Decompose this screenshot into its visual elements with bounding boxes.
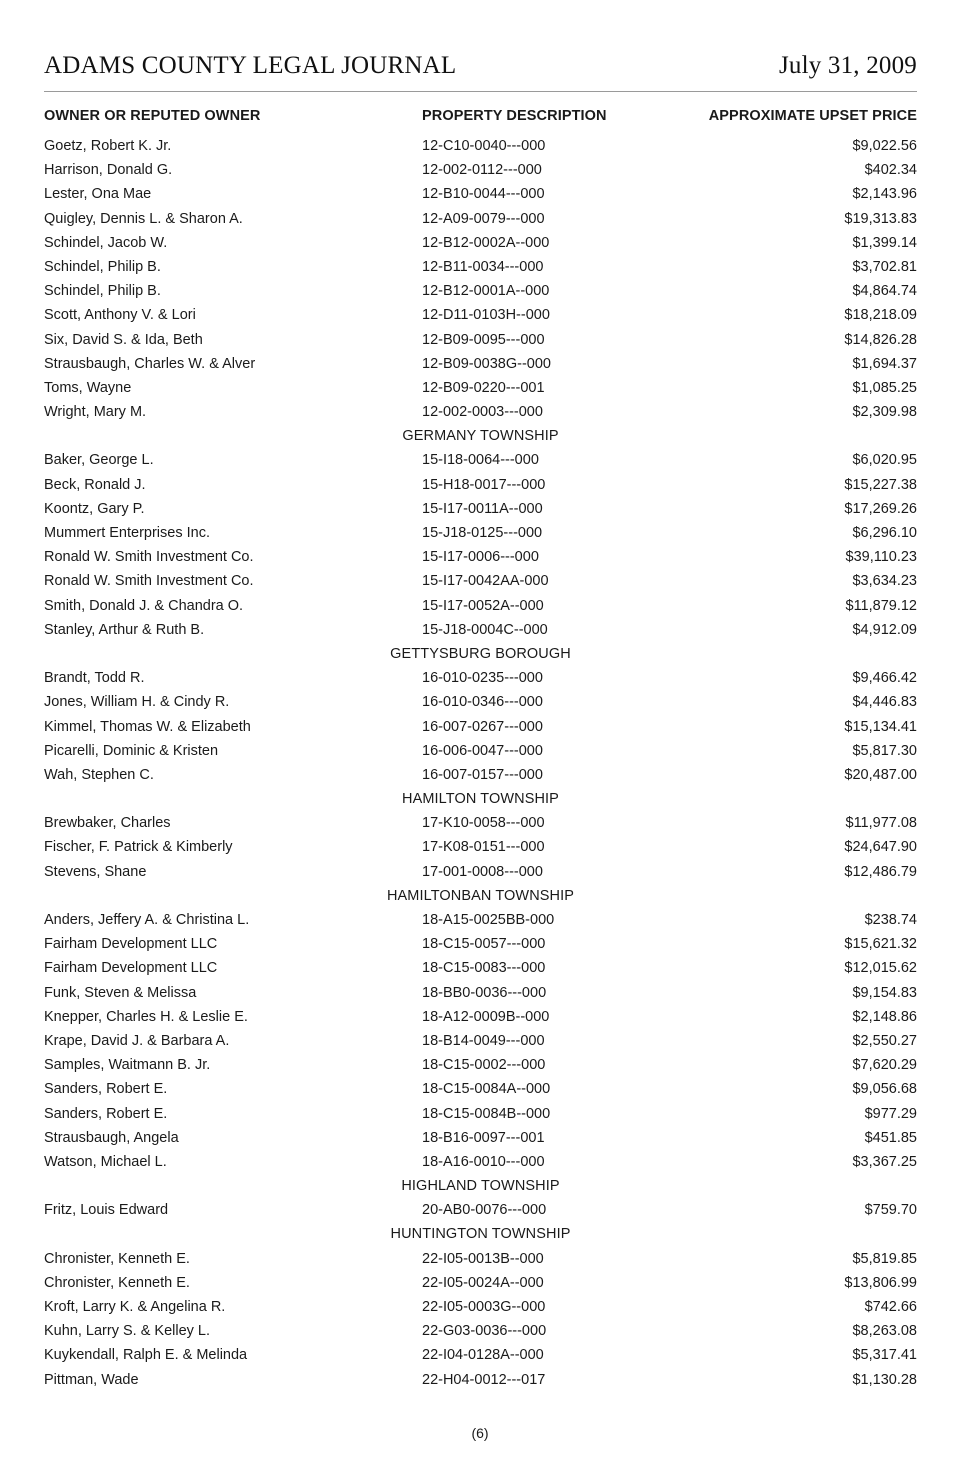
price-cell: $402.34: [864, 162, 917, 179]
property-cell: 15-I18-0064---000: [422, 452, 539, 469]
price-cell: $1,085.25: [852, 379, 917, 396]
owner-cell: Samples, Waitmann B. Jr.: [44, 1057, 211, 1074]
property-cell: 15-J18-0004C--000: [422, 621, 548, 638]
owner-cell: Toms, Wayne: [44, 379, 132, 396]
owner-cell: Smith, Donald J. & Chandra O.: [44, 597, 244, 614]
property-cell: 18-A16-0010---000: [422, 1153, 545, 1170]
price-cell: $15,227.38: [844, 476, 917, 493]
owner-cell: Jones, William H. & Cindy R.: [44, 694, 230, 711]
table-row: [44, 1343, 917, 1367]
owner-cell: Quigley, Dennis L. & Sharon A.: [44, 210, 243, 227]
property-cell: 18-C15-0084A--000: [422, 1081, 551, 1098]
header-divider: [44, 91, 917, 92]
table-row: [44, 448, 917, 472]
owner-cell: Scott, Anthony V. & Lori: [44, 307, 196, 324]
owner-cell: Ronald W. Smith Investment Co.: [44, 549, 254, 566]
column-headers: [44, 108, 917, 126]
price-cell: $39,110.23: [845, 549, 917, 566]
table-row: [44, 1247, 917, 1271]
property-cell: 17-K10-0058---000: [422, 815, 545, 832]
owner-cell: Baker, George L.: [44, 452, 154, 469]
table-row: [44, 956, 917, 980]
price-cell: $1,694.37: [852, 355, 917, 372]
property-cell: 16-007-0157---000: [422, 766, 543, 783]
table-row: [44, 158, 917, 182]
owner-cell: Koontz, Gary P.: [44, 500, 145, 517]
owner-cell: Harrison, Donald G.: [44, 162, 173, 179]
page-number: (6): [471, 1425, 489, 1441]
property-cell: 16-006-0047---000: [422, 742, 543, 759]
table-row: [44, 739, 917, 763]
property-cell: 15-H18-0017---000: [422, 476, 546, 493]
table-row: [44, 352, 917, 376]
table-row: [44, 666, 917, 690]
property-cell: 18-C15-0083---000: [422, 960, 546, 977]
price-cell: $977.29: [864, 1105, 917, 1122]
price-cell: $238.74: [864, 912, 917, 928]
table-row: [44, 376, 917, 400]
table-row: [44, 1029, 917, 1053]
owner-cell: Chronister, Kenneth E.: [44, 1274, 190, 1291]
table-row: [44, 1295, 917, 1319]
owner-cell: Mummert Enterprises Inc.: [44, 525, 210, 541]
section-heading: [44, 642, 917, 666]
price-cell: $19,313.83: [844, 210, 917, 227]
property-cell: 15-I17-0052A--000: [422, 597, 544, 614]
owner-cell: Strausbaugh, Angela: [44, 1129, 179, 1146]
price-cell: $3,367.25: [852, 1153, 917, 1170]
price-cell: $451.85: [864, 1129, 917, 1146]
owner-cell: Anders, Jeffery A. & Christina L.: [44, 912, 250, 928]
owner-cell: Goetz, Robert K. Jr.: [44, 138, 172, 154]
price-cell: $6,020.95: [852, 452, 917, 469]
table-row: [44, 860, 917, 884]
property-cell: 22-I05-0013B--000: [422, 1250, 544, 1267]
property-cell: 20-AB0-0076---000: [422, 1202, 547, 1219]
section-title: GERMANY TOWNSHIP: [402, 428, 559, 445]
column-header-property: PROPERTY DESCRIPTION: [422, 108, 607, 124]
table-row: [44, 279, 917, 303]
table-row: [44, 303, 917, 327]
property-cell: 12-002-0112---000: [422, 162, 542, 179]
property-cell: 15-I17-0006---000: [422, 549, 539, 566]
property-cell: 12-B11-0034---000: [422, 258, 544, 275]
property-cell: 12-B12-0001A--000: [422, 283, 550, 300]
table-row: [44, 1077, 917, 1101]
owner-cell: Six, David S. & Ida, Beth: [44, 331, 203, 348]
owner-cell: Knepper, Charles H. & Leslie E.: [44, 1008, 248, 1025]
section-heading: [44, 787, 917, 811]
section-title: HAMILTON TOWNSHIP: [402, 791, 559, 808]
owner-cell: Kroft, Larry K. & Angelina R.: [44, 1299, 226, 1315]
price-cell: $20,487.00: [844, 766, 917, 783]
owner-cell: Picarelli, Dominic & Kristen: [44, 742, 219, 759]
owner-cell: Fairham Development LLC: [44, 936, 218, 953]
price-cell: $2,143.96: [852, 186, 917, 203]
price-cell: $4,912.09: [852, 621, 917, 638]
property-cell: 18-C15-0002---000: [422, 1057, 546, 1074]
owner-cell: Wright, Mary M.: [44, 404, 147, 421]
price-cell: $11,977.08: [845, 815, 917, 832]
table-row: [44, 763, 917, 787]
price-cell: $5,317.41: [852, 1347, 917, 1364]
price-cell: $11,879.12: [845, 597, 917, 614]
property-cell: 15-I17-0011A--000: [422, 500, 543, 517]
property-cell: 12-B09-0220---001: [422, 379, 545, 396]
price-cell: $12,486.79: [844, 863, 917, 880]
property-cell: 18-BB0-0036---000: [422, 984, 547, 1001]
price-cell: $15,134.41: [844, 718, 917, 735]
price-cell: $24,647.90: [844, 839, 917, 856]
owner-cell: Ronald W. Smith Investment Co.: [44, 573, 254, 590]
property-cell: 22-I05-0024A--000: [422, 1274, 544, 1291]
table-row: [44, 1150, 917, 1174]
owner-cell: Fairham Development LLC: [44, 960, 218, 977]
property-cell: 12-B12-0002A--000: [422, 234, 550, 251]
property-cell: 12-A09-0079---000: [422, 210, 545, 227]
journal-title: ADAMS COUNTY LEGAL JOURNAL: [44, 52, 457, 79]
table-row: [44, 1271, 917, 1295]
table-row: [44, 134, 917, 158]
price-cell: $5,817.30: [852, 742, 917, 759]
property-cell: 17-001-0008---000: [422, 863, 543, 880]
property-cell: 15-I17-0042AA-000: [422, 573, 549, 590]
owner-cell: Kimmel, Thomas W. & Elizabeth: [44, 718, 251, 735]
table-row: [44, 1005, 917, 1029]
property-cell: 16-010-0346---000: [422, 694, 543, 711]
owner-cell: Stevens, Shane: [44, 863, 147, 880]
table-row: [44, 1126, 917, 1150]
section-title: GETTYSBURG BOROUGH: [390, 645, 571, 662]
owner-cell: Funk, Steven & Melissa: [44, 984, 197, 1001]
table-row: [44, 473, 917, 497]
property-cell: 12-D11-0103H--000: [422, 307, 550, 324]
owner-cell: Stanley, Arthur & Ruth B.: [44, 621, 205, 638]
price-cell: $18,218.09: [844, 307, 917, 324]
table-row: [44, 1319, 917, 1343]
table-row: [44, 255, 917, 279]
table-row: [44, 207, 917, 231]
price-cell: $1,130.28: [852, 1371, 917, 1388]
section-heading: [44, 1174, 917, 1198]
property-cell: 12-B09-0095---000: [422, 331, 545, 348]
owner-cell: Fischer, F. Patrick & Kimberly: [44, 839, 233, 856]
property-cell: 18-B14-0049---000: [422, 1032, 545, 1049]
table-row: [44, 1053, 917, 1077]
property-cell: 22-I05-0003G--000: [422, 1299, 546, 1315]
table-row: [44, 328, 917, 352]
property-cell: 18-C15-0084B--000: [422, 1105, 551, 1122]
owner-cell: Fritz, Louis Edward: [44, 1202, 169, 1219]
column-header-price: APPROXIMATE UPSET PRICE: [708, 108, 917, 124]
owner-cell: Brewbaker, Charles: [44, 815, 171, 832]
table-row: [44, 569, 917, 593]
table-row: [44, 981, 917, 1005]
owner-cell: Kuykendall, Ralph E. & Melinda: [44, 1347, 248, 1364]
table-row: [44, 618, 917, 642]
section-heading: [44, 884, 917, 908]
owner-cell: Sanders, Robert E.: [44, 1081, 168, 1098]
property-cell: 17-K08-0151---000: [422, 839, 545, 856]
price-cell: $6,296.10: [852, 525, 917, 541]
price-cell: $15,621.32: [844, 936, 917, 953]
table-row: [44, 1368, 917, 1392]
property-cell: 12-B10-0044---000: [422, 186, 545, 203]
table-row: [44, 715, 917, 739]
price-cell: $5,819.85: [852, 1250, 917, 1267]
property-cell: 18-A15-0025BB-000: [422, 912, 555, 928]
price-cell: $2,550.27: [852, 1032, 917, 1049]
masthead: [44, 52, 917, 84]
owner-cell: Beck, Ronald J.: [44, 476, 146, 493]
price-cell: $9,466.42: [852, 670, 917, 687]
table-row: [44, 545, 917, 569]
property-cell: 22-G03-0036---000: [422, 1323, 547, 1340]
price-cell: $8,263.08: [852, 1323, 917, 1340]
owner-cell: Wah, Stephen C.: [44, 766, 154, 783]
owner-cell: Kuhn, Larry S. & Kelley L.: [44, 1323, 211, 1340]
table-row: [44, 835, 917, 859]
owner-cell: Schindel, Philip B.: [44, 258, 161, 275]
owner-cell: Pittman, Wade: [44, 1371, 139, 1388]
table-row: [44, 182, 917, 206]
owner-cell: Strausbaugh, Charles W. & Alver: [44, 355, 256, 372]
listing-table: [44, 134, 917, 1392]
price-cell: $3,702.81: [852, 258, 917, 275]
price-cell: $4,446.83: [852, 694, 917, 711]
price-cell: $1,399.14: [852, 234, 917, 251]
table-row: [44, 932, 917, 956]
section-heading: [44, 424, 917, 448]
owner-cell: Brandt, Todd R.: [44, 670, 145, 687]
property-cell: 18-B16-0097---001: [422, 1129, 545, 1146]
table-row: [44, 1198, 917, 1222]
price-cell: $742.66: [864, 1299, 917, 1315]
table-row: [44, 1102, 917, 1126]
property-cell: 15-J18-0125---000: [422, 525, 543, 541]
table-row: [44, 690, 917, 714]
owner-cell: Lester, Ona Mae: [44, 186, 152, 203]
property-cell: 22-H04-0012---017: [422, 1371, 546, 1388]
property-cell: 12-C10-0040---000: [422, 138, 546, 154]
price-cell: $17,269.26: [844, 500, 917, 517]
owner-cell: Watson, Michael L.: [44, 1153, 167, 1170]
property-cell: 18-A12-0009B--000: [422, 1008, 550, 1025]
property-cell: 16-010-0235---000: [422, 670, 543, 687]
owner-cell: Schindel, Philip B.: [44, 283, 161, 300]
issue-date: July 31, 2009: [778, 52, 917, 79]
price-cell: $12,015.62: [844, 960, 917, 977]
owner-cell: Schindel, Jacob W.: [44, 234, 168, 251]
section-title: HAMILTONBAN TOWNSHIP: [386, 887, 575, 904]
owner-cell: Krape, David J. & Barbara A.: [44, 1032, 230, 1049]
section-title: HIGHLAND TOWNSHIP: [401, 1178, 560, 1195]
section-title: HUNTINGTON TOWNSHIP: [390, 1226, 571, 1243]
table-row: [44, 811, 917, 835]
property-cell: 18-C15-0057---000: [422, 936, 546, 953]
table-row: [44, 908, 917, 932]
table-row: [44, 521, 917, 545]
price-cell: $759.70: [864, 1202, 917, 1219]
property-cell: 12-002-0003---000: [422, 404, 543, 421]
price-cell: $13,806.99: [844, 1274, 917, 1291]
owner-cell: Sanders, Robert E.: [44, 1105, 168, 1122]
table-row: [44, 400, 917, 424]
table-row: [44, 497, 917, 521]
property-cell: 12-B09-0038G--000: [422, 355, 551, 372]
property-cell: 22-I04-0128A--000: [422, 1347, 544, 1364]
price-cell: $3,634.23: [852, 573, 917, 590]
price-cell: $2,148.86: [852, 1008, 917, 1025]
price-cell: $7,620.29: [852, 1057, 917, 1074]
owner-cell: Chronister, Kenneth E.: [44, 1250, 190, 1267]
column-header-owner: OWNER OR REPUTED OWNER: [44, 108, 261, 124]
price-cell: $9,022.56: [852, 138, 917, 154]
price-cell: $4,864.74: [852, 283, 917, 300]
price-cell: $9,154.83: [852, 984, 917, 1001]
price-cell: $9,056.68: [852, 1081, 917, 1098]
price-cell: $2,309.98: [852, 404, 917, 421]
price-cell: $14,826.28: [844, 331, 917, 348]
property-cell: 16-007-0267---000: [422, 718, 543, 735]
table-row: [44, 231, 917, 255]
table-row: [44, 594, 917, 618]
section-heading: [44, 1222, 917, 1246]
